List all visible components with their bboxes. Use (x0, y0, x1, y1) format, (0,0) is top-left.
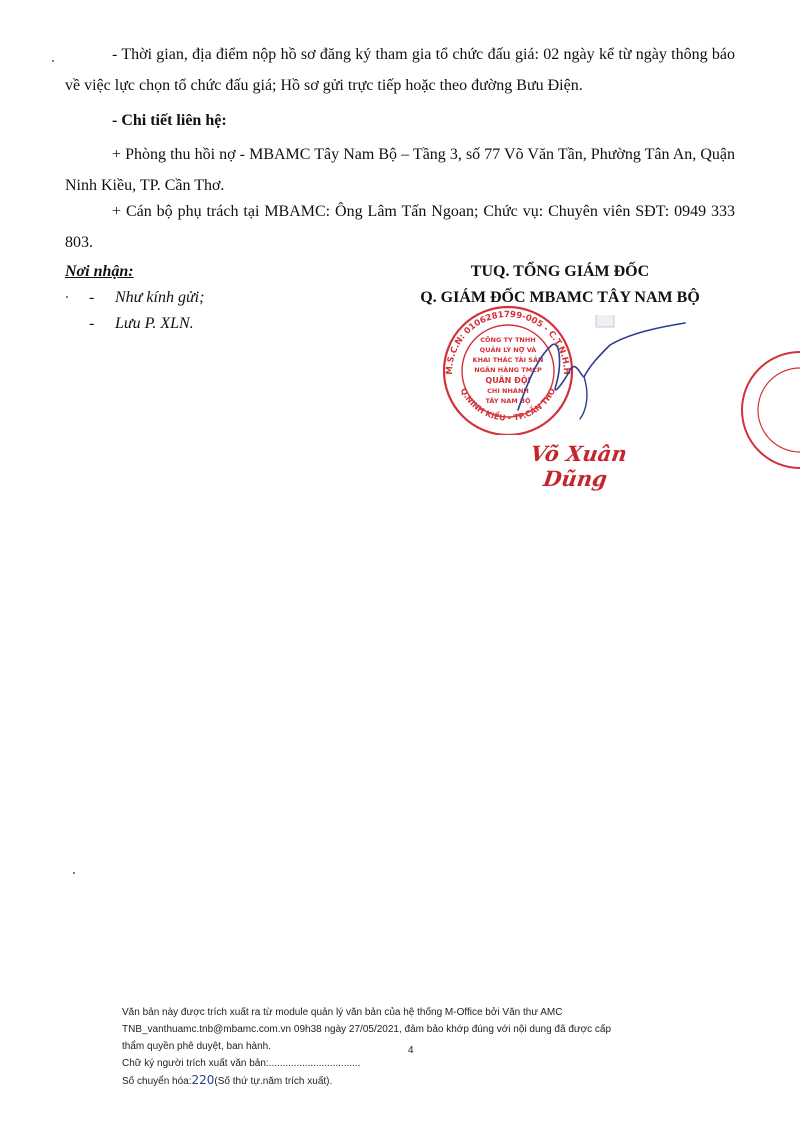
footer-line: Văn bản này được trích xuất ra từ module quản lý văn bản của hệ thống M-Office bởi Văn thư AMC (122, 1007, 563, 1018)
svg-text:Q.NINH KIỀU - TP.CẦN THƠ: Q.NINH KIỀU - TP.CẦN THƠ (458, 386, 558, 423)
paragraph-submission-time: - Thời gian, địa điểm nộp hồ sơ đăng ký tham gia tổ chức đấu giá: 02 ngày kể từ ngày thông báo về việc lực chọn tổ chức đấu giá; Hồ sơ gửi trực tiếp hoặc theo đường Bưu Điện. (65, 46, 735, 94)
recipients-block (65, 259, 365, 337)
signer-name: Võ Xuân Dũng (528, 441, 629, 491)
footer-line: Số chuyển hóa:220(Số thứ tự.năm trích xuất). (122, 1073, 333, 1087)
svg-text:KHAI THÁC TÀI SẢN: KHAI THÁC TÀI SẢN (472, 356, 544, 364)
svg-text:NGÂN HÀNG TMCP: NGÂN HÀNG TMCP (474, 366, 542, 374)
handwritten-signature (500, 315, 690, 425)
heading-contact-details: - Chi tiết liên hệ: (112, 112, 227, 129)
paragraph-contact-person: + Cán bộ phụ trách tại MBAMC: Ông Lâm Tấn Ngoan; Chức vụ: Chuyên viên SĐT: 0949 333 803. (65, 203, 735, 251)
handwritten-conversion-number: 220 (191, 1073, 215, 1087)
footer-line: TNB_vanthuamc.tnb@mbamc.com.vn 09h38 ngày 27/05/2021, đảm bảo khớp đúng với nội dung đã được cấp (122, 1024, 612, 1035)
partial-seal-edge (728, 350, 800, 470)
recipients-title: Nơi nhận: (65, 263, 134, 280)
svg-text:QUÂN ĐỘI: QUÂN ĐỘI (485, 376, 531, 385)
footer-line: thẩm quyền phê duyệt, ban hành. (122, 1041, 272, 1052)
extraction-footer (122, 1004, 642, 1090)
paragraph-debt-recovery-office: + Phòng thu hồi nợ - MBAMC Tây Nam Bộ – Tầng 3, số 77 Võ Văn Tần, Phường Tân An, Quận Ninh Kiều, TP. Cần Thơ. (65, 146, 735, 194)
svg-text:QUẢN LÝ NỢ VÀ: QUẢN LÝ NỢ VÀ (479, 346, 537, 354)
scan-speck (52, 60, 54, 62)
svg-text:CHI NHÁNH: CHI NHÁNH (487, 387, 529, 395)
svg-text:TÂY NAM BỘ: TÂY NAM BỘ (485, 397, 531, 405)
signature-block (385, 259, 735, 311)
recipient-item: - Lưu P. XLN. (89, 315, 194, 332)
page-number: 4 (408, 1045, 414, 1056)
signer-title-line: Q. GIÁM ĐỐC MBAMC TÂY NAM BỘ (420, 289, 700, 306)
footer-line: Chữ ký người trích xuất văn bản:................................. (122, 1058, 361, 1069)
svg-text:M.S.C.N: 0106281799-005 - C.T.: M.S.C.N: 0106281799-005 - C.T.N.H.H (444, 309, 572, 375)
signer-authority-line: TUQ. TỔNG GIÁM ĐỐC (470, 263, 650, 280)
scan-speck (73, 872, 75, 874)
svg-text:CÔNG TY TNHH: CÔNG TY TNHH (480, 336, 536, 344)
recipient-item: - Như kính gửi; (89, 289, 205, 306)
